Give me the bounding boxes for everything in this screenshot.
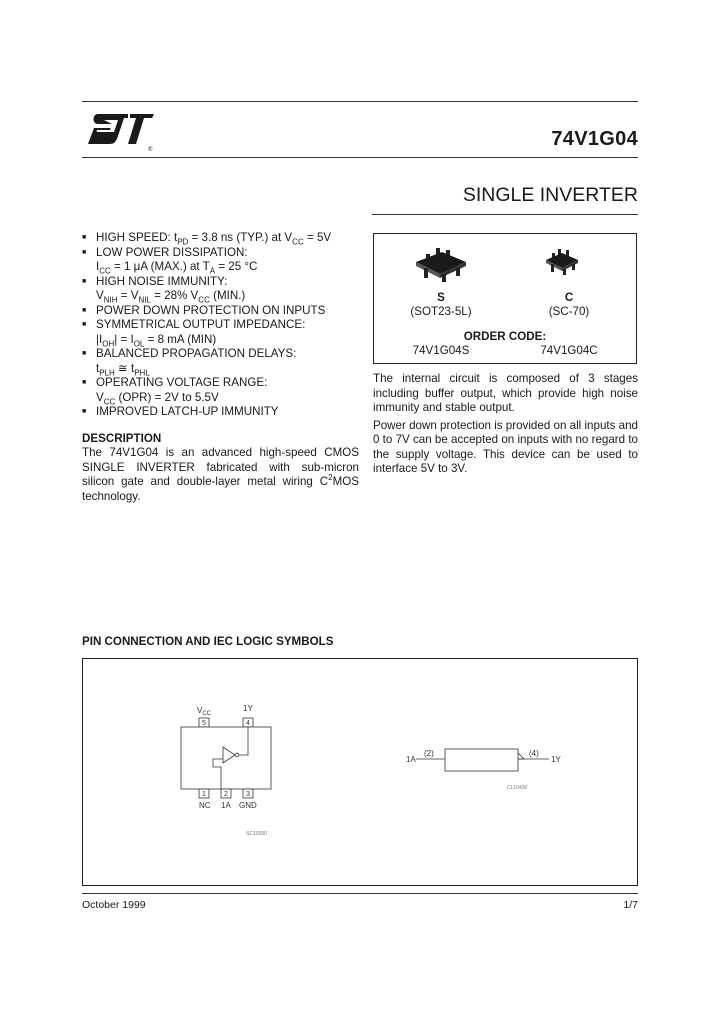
feature-detail: $V_{NIH} = V_{NIL} = 28\%$ $V_{CC}$ (MIN.): [96, 289, 246, 305]
pin-number-2: 2: [224, 791, 228, 798]
pin-number-3: 3: [246, 791, 250, 798]
pin-label-1a: 1A: [221, 801, 231, 810]
order-code-c: 74V1G04C: [540, 344, 598, 357]
paragraph-internal-circuit: The internal circuit is composed of 3 stages including buffer output, which provide high noise immunity and stable output.: [373, 372, 638, 414]
diagram-code-left: SC10390: [246, 831, 267, 837]
feature-item: ■ IMPROVED LATCH-UP IMMUNITY: [82, 405, 279, 418]
package-s-letter: S: [437, 291, 445, 304]
feature-item: ■ LOW POWER DISSIPATION:: [82, 245, 248, 259]
order-code-heading: ORDER CODE:: [463, 330, 547, 343]
header-rule-low: [372, 214, 638, 215]
feature-item: ■ POWER DOWN PROTECTION ON INPUTS: [82, 303, 326, 317]
iec-input-pin: (2): [424, 749, 434, 758]
top-rule: [82, 101, 638, 102]
footer-rule: [82, 893, 638, 894]
pin-label-nc: NC: [199, 801, 211, 810]
iec-output-pin: (4): [529, 749, 539, 758]
pin-connection-box: [82, 658, 638, 886]
st-logo: [84, 104, 156, 156]
sc70-package-icon: [544, 248, 582, 276]
feature-detail: $|I_{OH}| = I_{OL} = 8$ mA (MIN): [96, 332, 217, 348]
circuit-description: [373, 372, 638, 480]
diagram-code-right: CL10430: [507, 785, 528, 791]
feature-list: [82, 231, 372, 420]
pin-number-5: 5: [202, 720, 206, 727]
description-heading: DESCRIPTION: [82, 432, 162, 445]
footer-page-number: 1/7: [623, 899, 638, 911]
footer-date: October 1999: [82, 899, 146, 911]
feature-detail: $t_{PLH}$ ≅ $t_{PHL}$: [96, 361, 150, 377]
sot23-package-icon: [412, 246, 470, 282]
iec-output-label: 1Y: [551, 755, 561, 764]
feature-item: ■ BALANCED PROPAGATION DELAYS:: [82, 347, 297, 360]
feature-item: ■ HIGH NOISE IMMUNITY:: [82, 274, 228, 288]
package-s-name: (SOT23-5L): [410, 305, 472, 318]
feature-detail: $V_{CC}$ (OPR) = 2V to 5.5V: [96, 390, 219, 406]
feature-item: ■ HIGH SPEED: $t_{PD} = 3.8$ ns (TYP.) at $V_{CC} = 5V$: [82, 231, 332, 247]
svg-text:®: ®: [148, 147, 153, 153]
package-c-name: (SC-70): [548, 305, 590, 318]
pin-number-1: 1: [202, 791, 206, 798]
pin-connection-heading: PIN CONNECTION AND IEC LOGIC SYMBOLS: [82, 635, 334, 648]
pin-connection-diagram: [83, 659, 637, 885]
header-rule-mid: [82, 157, 638, 158]
vcc-label: $V_{CC}$: [197, 706, 212, 717]
part-number: 74V1G04: [551, 128, 638, 150]
iec-input-label: 1A: [406, 755, 416, 764]
iec-symbol-box: [445, 749, 518, 771]
package-c-letter: C: [564, 291, 574, 304]
package-box: [373, 233, 637, 364]
document-subtitle: SINGLE INVERTER: [462, 184, 638, 206]
feature-item: ■ OPERATING VOLTAGE RANGE:: [82, 376, 268, 389]
pin-number-4: 4: [246, 720, 250, 727]
paragraph-power-down: Power down protection is provided on all inputs and 0 to 7V can be accepted on inputs with no regard to the supply voltage. This device can be used to interface 5V to 3V.: [373, 418, 638, 475]
order-code-s: 74V1G04S: [412, 344, 470, 357]
pin-label-gnd: GND: [239, 801, 257, 810]
feature-item: ■ SYMMETRICAL OUTPUT IMPEDANCE:: [82, 318, 306, 331]
description-text: The 74V1G04 is an advanced high-speed CMOS SINGLE INVERTER fabricated with sub-micron silicon gate and double-layer metal wiring $C^2MOS$ technology.: [82, 446, 359, 503]
pin-label-1y: 1Y: [243, 704, 253, 713]
feature-detail: $I_{CC} = 1$ μA (MAX.) at $T_A = 25$ °C: [96, 260, 258, 276]
